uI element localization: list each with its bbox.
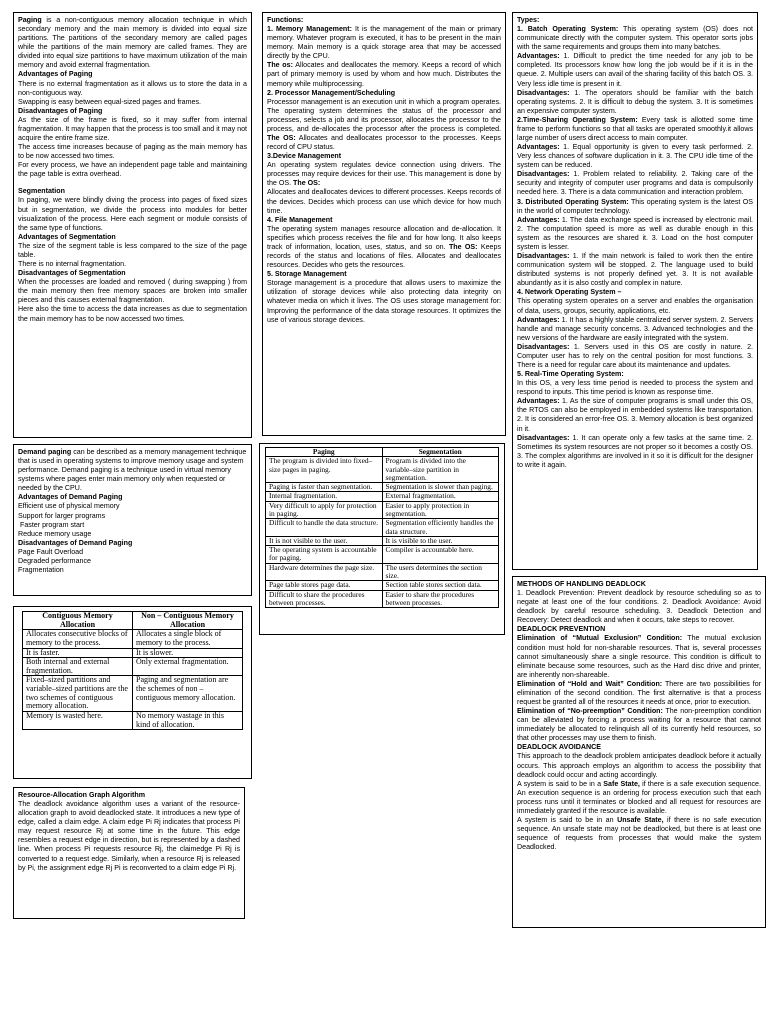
table-cell: Hardware determines the page size. [266, 563, 383, 581]
demand-adv-item: Support for larger programs [18, 511, 106, 520]
paging-term: Paging [18, 16, 42, 24]
resource-allocation-graph-section [13, 787, 245, 919]
paging-dis-item: The access time increases because of paging as the main memory has to be now accessed two times. [18, 143, 247, 161]
table-header: Non – Contiguous Memory Allocation [133, 612, 243, 630]
batch-title: 1. Batch Operating System: [517, 25, 619, 34]
os-types-section [512, 12, 758, 570]
realtime-adv: 1. As the size of computer programs is small under this OS, the RTOS can also be employed in embedded systems like transportation. 2. It is considered an error-free OS. 3. Memory allocation is best organized in it. [517, 397, 753, 433]
demand-paging-section [13, 444, 252, 596]
table-cell: It is slower. [133, 648, 243, 658]
batch-adv-label: Advantages: [517, 52, 560, 61]
timesharing-dis: 1. Problem related to reliability. 2. Taking care of the security and integrity of computer user programs and data is compulsorily needed here. 3. There is a data communication and interaction problem. [517, 170, 753, 197]
deadlock-section [512, 576, 766, 928]
deadlock-title: METHODS OF HANDLING DEADLOCK [517, 580, 646, 588]
seg-dis-item: When the processes are loaded and removed ( during swapping ) from the main memory then free memory spaces are broken into smaller pieces and this causes external fragmentation. [18, 278, 247, 305]
table-cell: Section table stores section data. [382, 581, 499, 590]
realtime-adv-label: Advantages: [517, 397, 560, 406]
rag-title: Resource-Allocation Graph Algorithm [18, 791, 146, 799]
table-header: Segmentation [382, 448, 499, 457]
paging-intro: is a non-contiguous memory allocation technique in which secondary memory and the main memory is divided into equal size partitions. The partitions of the secondary memory are called pages while the partitions of the main memory are called frames. They are divided into equal size partitions to have maximum utilization of the main memory and avoid external fragmentation. [18, 16, 247, 70]
table-row [266, 519, 499, 537]
safe-state-label: Safe State, [603, 779, 640, 788]
demand-adv-item: Reduce memory usage [18, 529, 92, 538]
safe-state-pre: A system is said to be in a [517, 779, 602, 788]
network-adv: 1. It has a highly stable centralized server system. 2. Servers handle and manage security concerns. 3. Advanced technologies and the new versions of the hardware are easily integrated with the system. [517, 315, 753, 342]
distributed-text: This operating system is the latest OS in the world of computer technology. [517, 197, 754, 215]
distributed-adv-label: Advantages: [517, 215, 560, 224]
types-title: Types: [517, 16, 540, 24]
rag-text: The deadlock avoidance algorithm uses a variant of the resource-allocation graph to avoid deadlocked state. It introduces a new type of edge, called a claim edge. A claim edge Pi Rj indicates that process Pi may request resource Rj at some time in the future. This edge resembles a request edge in direction, but is represented by a dashed line. When process Pi requests resource Rj, the claimedge Pi Rj is converted to a request edge. Similarly, when a resource Rj is released by Pi, the assignment edge Rj Pi is reconverted to a claim edge Pi Rj. [18, 800, 240, 872]
fm-os-text: Keeps records of the status and locations of files. Allocates and deallocates resources. Decides who gets the resources. [267, 242, 501, 270]
mm-os-text: Allocates and deallocates the memory. Keeps a record of which part of primary memory is used by whom and how much. Distributes the memory while multiprocessing. [267, 61, 501, 88]
table-cell: No memory wastage in this kind of allocation. [133, 711, 243, 729]
table-cell: Both internal and external fragmentation. [23, 658, 133, 676]
unsafe-state-pre: A system is said to be in an [517, 816, 614, 825]
pm-title: 2. Processor Management/Scheduling [267, 88, 396, 97]
table-cell: Memory is wasted here. [23, 711, 133, 729]
table-row [23, 658, 243, 676]
table-cell: Segmentation efficiently handles the data structure. [382, 519, 499, 537]
table-row [23, 676, 243, 712]
demand-adv-item: Efficient use of physical memory [18, 502, 120, 511]
timesharing-adv-label: Advantages: [517, 143, 560, 152]
demand-dis-item: Page Fault Overload [18, 547, 84, 556]
mm-os-label: The os: [267, 61, 293, 70]
paging-dis-item: For every process, we have an independent page table and maintaining the page table is extra overhead. [18, 161, 247, 179]
table-cell: Segmentation is slower than paging. [382, 483, 499, 492]
table-row [23, 711, 243, 729]
deadlock-methods: 1. Deadlock Prevention: Prevent deadlock by resource scheduling so as to negate at least one of the four conditions. 2. Deadlock Avoidance: Avoid deadlock by careful resource scheduling. 3. Deadlock Detection and Recovery: Detect deadlock and when it occurs, take steps to recover. [517, 589, 761, 625]
table-cell: Page table stores page data. [266, 581, 383, 590]
table-cell: It is faster. [23, 648, 133, 658]
table-row [266, 501, 499, 519]
paging-dis-title: Disadvantages of Paging [18, 106, 103, 115]
mutual-exclusion-label: Elimination of “Mutual Exclusion” Condition: [517, 634, 683, 643]
demand-adv-item: Faster program start [20, 520, 85, 529]
table-row [266, 546, 499, 564]
timesharing-text: Every task is allotted some time frame to perform functions so that all tasks are operated smoothly.it allows large number of users direct access to main computer. [517, 115, 753, 143]
batch-dis: 1. The operators should be familiar with the batch operating systems. 2. It is difficult to debug the system. 3. It is sometimes an expensive computer system. [517, 88, 753, 115]
table-header: Paging [266, 448, 383, 457]
seg-dis-title: Disadvantages of Segmentation [18, 269, 126, 278]
contiguous-memory-box [13, 606, 252, 779]
pm-text: Processor management is an execution unit in which a program operates. The operating system determines the status of the processor and processes, selects a job and its processor, allocates the processor to the process, and de-allocates the processor after the process is completed. [267, 97, 501, 133]
paging-vs-segmentation-box [259, 443, 505, 635]
table-cell: Difficult to handle the data structure. [266, 519, 383, 537]
hold-wait-label: Elimination of “Hold and Wait” Condition: [517, 679, 663, 688]
distributed-adv: 1. The data exchange speed is increased by electronic mail. 2. The computation speed is more as well as durable enough in this system as the resources are shared it. 3. Load on the host computer system is lesser. [517, 215, 753, 251]
avoidance-text: This approach to the deadlock problem anticipates deadlock before it actually occurs. This approach employs an algorithm to access the possibility that deadlock could occur and acting accordingly. [517, 752, 761, 779]
dm-os-label: The OS: [293, 179, 321, 188]
table-cell: Allocates consecutive blocks of memory to the process. [23, 630, 133, 648]
segmentation-text: In paging, we were blindly diving the process into pages of fixed sizes but in segmentation, we divide the process into modules for better visualization of the process. Here each segment or module consists of the same type of functions. [18, 196, 247, 232]
safe-state-text: if there is a safe execution sequence. An execution sequence is an ordering for process execution such that each process runs until it terminates or blocked and all request for resources are immediately granted if the resource is available. [517, 779, 761, 815]
segmentation-title: Segmentation [18, 187, 65, 196]
dm-title: 3.Device Management [267, 152, 342, 161]
demand-paging-intro: can be described as a memory management technique that is used in operating systems to improve memory usage and system performance. Demand paging is a technique used in virtual memory systems where pages enter main memory only when requested or needed by the CPU. [18, 448, 247, 493]
mm-title: 1. Memory Management: [267, 25, 352, 34]
paging-dis-item: As the size of the frame is fixed, so it may suffer from internal fragmentation. It may happen that the process is too small and it may not acquire the entire frame size. [18, 115, 247, 143]
timesharing-adv: 1. Equal opportunity is given to every task performed. 2. Very less chances of software duplication in it. 3. The CPU idle time of the system can be reduced. [517, 143, 753, 170]
unsafe-state-text: if there is no safe execution sequence. An unsafe state may not be deadlocked, but there is at least one sequence of requests from processes that would make the system Deadlocked. [517, 816, 761, 852]
table-cell: Compiler is accountable here. [382, 546, 499, 564]
timesharing-dis-label: Disadvantages: [517, 170, 570, 179]
realtime-dis-label: Disadvantages: [517, 433, 570, 442]
network-title: 4. Network Operating System – [517, 288, 622, 297]
fm-os-label: The OS: [448, 242, 478, 251]
seg-adv-item: The size of the segment table is less compared to the size of the page table. [18, 241, 247, 259]
table-row [23, 630, 243, 648]
table-cell: Program is divided into the variable–size partition in segmentation. [382, 457, 499, 483]
table-cell: Very difficult to apply for protection in paging. [266, 501, 383, 519]
mm-text: It is the management of the main or primary memory. Whatever program is executed, it has to be present in the main memory. Main memory is a quick storage area that may be accessed directly by the CPU. [267, 25, 501, 61]
realtime-title: 5. Real-Time Operating System: [517, 370, 624, 379]
hold-wait-text: There are two possibilities for elimination of the second condition. The first alternative is that a process request be granted all of the resources it needs at once, prior to execution. [517, 679, 761, 707]
distributed-dis-label: Disadvantages: [517, 252, 570, 261]
avoidance-title: DEADLOCK AVOIDANCE [517, 743, 601, 752]
table-row [266, 457, 499, 483]
table-cell: Difficult to share the procedures between processes. [266, 590, 383, 608]
seg-dis-item: Here also the time to access the data increases as due to segmentation the main memory has to be now accessed two times. [18, 305, 247, 323]
table-cell: Easier to apply protection in segmentation. [382, 501, 499, 519]
pm-os-label: The OS: [267, 134, 296, 143]
paging-segmentation-section [13, 12, 252, 438]
table-cell: Paging and segmentation are the schemes of non – contiguous memory allocation. [133, 676, 243, 712]
demand-paging-term: Demand paging [18, 448, 72, 456]
table-cell: It is visible to the user. [382, 536, 499, 545]
paging-adv-title: Advantages of Paging [18, 70, 93, 79]
fm-text: The operating system manages resource allocation and de-allocation. It specifies which process receives the file and for how long. It also keeps track of information, location, uses, status, and so on. [267, 224, 501, 251]
realtime-dis: 1. It can operate only a few tasks at the same time. 2. Sometimes its system resources are not proper so it becomes a costly OS. 3. The complex algorithms are involved in it so it is difficult for the designer to write it again. [517, 433, 753, 469]
demand-dis-item: Degraded performance [18, 556, 91, 565]
batch-dis-label: Disadvantages: [517, 88, 570, 97]
demand-dis-item: Fragmentation [18, 566, 64, 575]
sm-text: Storage management is a procedure that allows users to maximize the utilization of storage devices while also protecting data integrity on whatever media on which it lives. The OS uses storage management for: Improving the performance of the data storage resources. It optimizes the use of various storage devices. [267, 279, 501, 324]
mutual-exclusion-text: The mutual exclusion condition must hold for non-sharable resources. That is, several processes cannot simultaneously share a single resource. This condition is difficult to eliminate because some resources, such as the Hard disc drive and printer, are inherently non-shareable. [517, 634, 761, 679]
dm-os-text: Allocates and deallocates devices to different processes. Keeps records of the devices. Decides which process can use which device for how much time. [267, 188, 501, 215]
table-cell: Allocates a single block of memory to the process. [133, 630, 243, 648]
table-cell: Internal fragmentation. [266, 492, 383, 501]
paging-vs-segmentation-table [265, 447, 499, 608]
network-adv-label: Advantages: [517, 315, 560, 324]
prevention-title: DEADLOCK PREVENTION [517, 625, 606, 634]
table-row [266, 563, 499, 581]
table-cell: Paging is faster than segmentation. [266, 483, 383, 492]
seg-adv-title: Advantages of Segmentation [18, 232, 116, 241]
table-cell: Only external fragmentation. [133, 658, 243, 676]
pm-os-text: Allocates and deallocates processor to the processes. Keeps record of CPU status. [267, 134, 501, 152]
dm-text: An operating system regulates device connection using drivers. The processes may require devices for their use. This management is done by the OS. [267, 161, 501, 188]
unsafe-state-label: Unsafe State, [617, 816, 664, 825]
paging-adv-item: Swapping is easy between equal-sized pages and frames. [18, 97, 201, 106]
table-cell: Easier to share the procedures between processes. [382, 590, 499, 608]
batch-text: This operating system (OS) does not communicate directly with the computer system. This operator sorts jobs with the same requirements and groups them into many batches. [517, 25, 754, 52]
table-row [266, 492, 499, 501]
network-text: This operating system operates on a server and enables the organisation of data, users, groups, security, applications, etc. [517, 297, 753, 315]
table-cell: Fixed–sized partitions and variable–sized partitions are the two schemes of contiguous memory allocation. [23, 676, 133, 712]
network-dis: 1. Servers used in this OS are costly in nature. 2. Computer user has to rely on the central position for most functions. 3. There is a need for regular care about its maintenance and updates. [517, 342, 753, 369]
table-header: Contiguous Memory Allocation [23, 612, 133, 630]
table-cell: It is not visible to the user. [266, 536, 383, 545]
paging-adv-item: There is no external fragmentation as it allows us to store the data in a non-contiguous way. [18, 79, 247, 97]
sm-title: 5. Storage Management [267, 270, 347, 279]
timesharing-title: 2.Time-Sharing Operating System: [517, 115, 638, 124]
seg-adv-item: There is no internal fragmentation. [18, 260, 127, 269]
functions-title: Functions: [267, 16, 304, 24]
realtime-text: In this OS, a very less time period is needed to process the system and respond to inputs. This time period is known as response time. [517, 379, 753, 397]
table-cell: The users determines the section size. [382, 563, 499, 581]
no-preemption-label: Elimination of “No-preemption” Condition: [517, 707, 663, 716]
table-row [266, 581, 499, 590]
table-cell: The operating system is accountable for paging. [266, 546, 383, 564]
distributed-dis: 1. If the main network is failed to work then the entire communication system will be stopped. 2. The language used to build distributed systems is not properly defined yet. 3. It is not available abundantly as it is also costly and complex in nature. [517, 252, 753, 288]
fm-title: 4. File Management [267, 215, 333, 224]
distributed-title: 3. Distributed Operating System: [517, 197, 629, 206]
no-preemption-text: The non-preemption condition can be alleviated by forcing a process waiting for a resource that cannot immediately be allocated to relinquish all of its currently held resources, so that other processes may use them to finish. [517, 707, 762, 743]
demand-adv-title: Advantages of Demand Paging [18, 493, 123, 502]
contiguous-memory-table [22, 611, 243, 730]
table-cell: The program is divided into fixed–size pages in paging. [266, 457, 383, 483]
table-cell: External fragmentation. [382, 492, 499, 501]
demand-dis-title: Disadvantages of Demand Paging [18, 538, 133, 547]
batch-adv: 1. Difficult to predict the time needed for any job to be completed. Its processors know how long the job would be if it is in the queue. 2. Multiple users can avail of the sharing facility of this batch OS. 3. Very less idle time is present in it. [517, 52, 753, 88]
network-dis-label: Disadvantages: [517, 342, 570, 351]
functions-section [262, 12, 506, 436]
table-row [266, 590, 499, 608]
